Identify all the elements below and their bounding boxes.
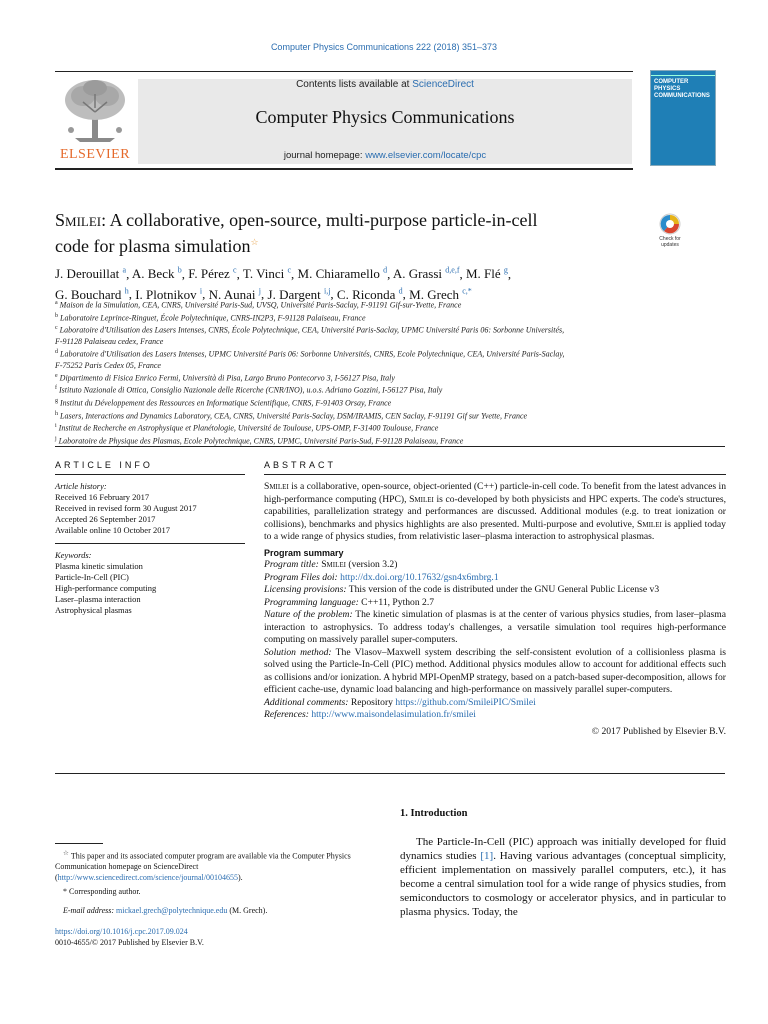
issn-line: 0010-4655/© 2017 Published by Elsevier B.V.: [55, 937, 204, 947]
solution-method: Solution method: The Vlasov–Maxwell system describing the self-consistent evolution of a collisionless plasma is solved using the Particle-In-Cell (PIC) method. Additional physics modules allow to account for additional effects such as collisions and/or ionization. A hybrid MPI-OpenMP strategy, based on a patch-based super-decomposition, allows for efficient cache-use, dynamic load balancing and high-performance on massively parallel super-computers.: [264, 646, 726, 695]
keyword: Plasma kinetic simulation: [55, 561, 143, 571]
author-name: I. Plotnikov: [135, 286, 197, 302]
journal-homepage-link[interactable]: www.elsevier.com/locate/cpc: [365, 150, 487, 161]
keywords-label: Keywords:: [55, 550, 92, 560]
author-affiliation-mark[interactable]: g: [503, 266, 508, 275]
history-label: Article history:: [55, 481, 107, 491]
citation-link[interactable]: [1]: [480, 850, 494, 862]
affiliation: $^h$ Lasers, Interactions and Dynamics Laboratory, CEA, CNRS, Université Paris-Saclay, DSM/IRAMIS, CEN Saclay, F-91191 Gif sur Yvette, France: [55, 410, 528, 421]
author-name: M. Chiaramello: [297, 266, 380, 282]
journal-cover: [650, 70, 716, 166]
header-bottom-rule: [55, 168, 633, 170]
author-affiliation-mark[interactable]: j: [258, 286, 262, 296]
affiliation: $^j$ Laboratoire de Physique des Plasmas, Ecole Polytechnique, CNRS, UPMC, Université Paris-Sud, F-91128 Palaiseau, France: [55, 435, 464, 446]
section-rule: [55, 446, 725, 447]
author[interactable]: [466, 266, 508, 281]
article-info: [55, 481, 245, 616]
journal-reference[interactable]: Computer Physics Communications 222 (2018) 351–373: [270, 42, 498, 52]
author-name: N. Aunai: [208, 286, 256, 302]
check-updates-label: Check for updates: [659, 236, 681, 248]
abstract-rule: [264, 474, 726, 475]
author-name: G. Bouchard: [55, 286, 122, 302]
affiliation: $^a$ Maison de la Simulation, CEA, CNRS, Université Paris-Sud, UVSQ, Université Paris-Saclay, F-91191 Gif-sur-Yvette, France: [55, 300, 462, 310]
author-affiliation-mark[interactable]: c: [233, 266, 237, 275]
introduction-body: The Particle-In-Cell (PIC) approach was initially developed for fluid dynamics studies [1]. Having various advantages (conceptual simplicity, efficient implementation on massively parallel computers, etc.), it has become a central simulation tool for a wide range of physics studies, from semiconductors to cosmology or accelerator physics, and in particular to plasma physics. Today, the: [400, 836, 726, 918]
keyword: Astrophysical plasmas: [55, 605, 132, 615]
references: References: http://www.maisondelasimulation.fr/smilei: [264, 709, 476, 720]
footnote-star: ☆ This paper and its associated computer program are available via the Computer Physics Communication homepage on ScienceDirect (http://www.sciencedirect.com/science/journal/00104655).: [55, 850, 351, 882]
elsevier-logo: [55, 78, 135, 163]
keywords-separator: [55, 536, 245, 550]
footnote-email: E-mail address: mickael.grech@polytechnique.edu (M. Grech).: [63, 905, 268, 915]
affiliation: $^c$ Laboratoire d'Utilisation des Lasers Intenses, CNRS, École Polytechnique, CEA, Université Paris-Saclay, UPMC Université Paris 06: Sorbonne Universités,: [55, 325, 565, 335]
author-affiliation-mark[interactable]: d,e,f: [445, 266, 460, 275]
author-name: J. Derouillat: [55, 266, 120, 282]
doi-block: [55, 927, 204, 948]
author-list: J. Derouillat $^a$, A. Beck $^b$, F. Pérez $^c$, T. Vinci $^c$, M. Chiaramello $^d$, A. Grassi $^{d,e,f}$, M. Flé $^g$, G. Bouchard $^h$, I. Plotnikov $^i$, N. Aunai $^j$, J. Dargent $^{i,j}$, C. Riconda $^d$, M. Grech $^{c,*}$: [55, 266, 512, 302]
footnotes: [55, 849, 383, 916]
affiliation: $^f$ Istituto Nazionale di Ottica, Consiglio Nazionale delle Ricerche (CNR/INO), u.o.s. Adriano Gozzini, I-56127 Pisa, Italy: [55, 385, 443, 395]
keywords-list: [55, 561, 245, 616]
cover-band: [651, 75, 715, 76]
footnote-rule: [55, 843, 103, 844]
author-affiliation-mark[interactable]: h: [124, 286, 129, 296]
author-name: C. Riconda: [336, 286, 396, 302]
article-info-rule: [55, 474, 245, 475]
affiliation: F-75252 Paris Cedex 05, France: [55, 360, 161, 370]
cover-title: COMPUTER PHYSICS COMMUNICATIONS: [654, 79, 710, 99]
sciencedirect-journal-link[interactable]: http://www.sciencedirect.com/science/journal/00104655: [57, 872, 238, 882]
email-link[interactable]: mickael.grech@polytechnique.edu: [116, 905, 228, 915]
additional-comments: Additional comments: Repository https://github.com/SmileiPIC/Smilei: [264, 696, 536, 708]
author-affiliation-mark[interactable]: i,j: [323, 286, 331, 296]
programming-language: Programming language: C++11, Python 2.7: [264, 596, 435, 608]
affiliation: $^g$ Institut du Développement des Ressources en Informatique Scientifique, CNRS, F-91403 Orsay, France: [55, 397, 392, 408]
author-name: M. Grech: [409, 286, 459, 302]
affiliation: $^d$ Laboratoire d'Utilisation des Lasers Intenses, UPMC Université Paris 06: Sorbonne Universités, CNRS, Ecole Polytechnique, CEA, Université Paris-Saclay,: [55, 348, 565, 359]
author[interactable]: [55, 266, 126, 281]
check-for-updates-badge[interactable]: [650, 213, 690, 251]
abstract-paragraph: Smilei is a collaborative, open-source, object-oriented (C++) particle-in-cell code. To benefit from the latest advances in high-performance computing (HPC), Smilei is co-developed by both physicists and HPC experts. The code's structures, capabilities, parallelization strategy and performances are discussed. Additional modules (e.g. to treat ionization or collisions), benchmarks and physics highlights are also presented. Multi-purpose and evolutive, Smilei is applied today to a wide range of physics studies, from relativistic laser–plasma interaction to astrophysical plasmas.: [264, 481, 726, 542]
elsevier-wordmark: ELSEVIER: [59, 147, 131, 162]
author-affiliation-mark[interactable]: a: [122, 266, 127, 275]
keyword: Particle-In-Cell (PIC): [55, 572, 129, 582]
author-affiliation-mark[interactable]: d: [398, 286, 403, 296]
doi-link[interactable]: https://doi.org/10.1016/j.cpc.2017.09.024: [55, 927, 188, 936]
introduction-heading: 1. Introduction: [400, 808, 468, 819]
program-files-doi: Program Files doi: http://dx.doi.org/10.17632/gsn4x6mbrg.1: [264, 571, 499, 583]
paper-title: Smilei: A collaborative, open-source, multi-purpose particle-in-cell code for plasma simulation☆: [55, 210, 538, 256]
program-summary-title: Program summary: [264, 547, 344, 558]
nature-of-problem: Nature of the problem: The kinetic simulation of plasmas is at the center of various physics studies, from laser–plasma interaction to astrophysics. To address today's challenges, a versatile simulation tool requires high-performance computing on massively parallel super-computers.: [264, 609, 726, 645]
keyword: Laser–plasma interaction: [55, 594, 141, 604]
author[interactable]: [132, 266, 182, 281]
author-name: J. Dargent: [267, 286, 321, 302]
author-name: A. Beck: [131, 266, 175, 282]
program-title: Program title: Smilei (version 3.2): [264, 559, 398, 570]
github-repo-link[interactable]: https://github.com/SmileiPIC/Smilei: [395, 696, 536, 708]
history-item: Available online 10 October 2017: [55, 525, 171, 535]
author-name: F. Pérez: [188, 266, 230, 282]
article-info-heading: ARTICLE INFO: [55, 460, 153, 470]
program-files-doi-link[interactable]: http://dx.doi.org/10.17632/gsn4x6mbrg.1: [340, 571, 499, 583]
affiliation: $^e$ Dipartimento di Fisica Enrico Fermi, Università di Pisa, Largo Bruno Pontecorvo 3, I-56127 Pisa, Italy: [55, 372, 395, 383]
abstract-heading: ABSTRACT: [264, 460, 337, 470]
author[interactable]: [393, 266, 460, 281]
author-name: A. Grassi: [392, 266, 443, 282]
author-affiliation-mark[interactable]: b: [177, 266, 182, 275]
references-link[interactable]: http://www.maisondelasimulation.fr/smilei: [311, 709, 476, 720]
author-name: M. Flé: [465, 266, 501, 282]
abstract-bottom-rule: [55, 773, 725, 774]
author-affiliation-mark[interactable]: c: [287, 266, 292, 275]
history-list: [55, 492, 245, 536]
history-item: Accepted 26 September 2017: [55, 514, 156, 524]
licensing: Licensing provisions: This version of the code is distributed under the GNU General Public License v3: [264, 584, 660, 595]
journal-title: Computer Physics Communications: [255, 107, 515, 127]
history-item: Received in revised form 30 August 2017: [55, 503, 197, 513]
affiliation-list: [55, 298, 695, 447]
affiliation: F-91128 Palaiseau cedex, France: [55, 336, 164, 346]
author[interactable]: [188, 266, 236, 281]
author-affiliation-mark[interactable]: c,*: [462, 286, 472, 296]
keyword: High-performance computing: [55, 583, 157, 593]
affiliation: $^b$ Laboratoire Leprince-Ringuet, École Polytechnique, CNRS-IN2P3, F-91128 Palaiseau, France: [55, 312, 366, 323]
title-footnote-star[interactable]: ☆: [250, 237, 259, 247]
abstract: [264, 481, 726, 738]
author-affiliation-mark[interactable]: i: [199, 286, 203, 296]
header-top-rule: [55, 71, 633, 72]
footnote-corresponding: * Corresponding author.: [63, 887, 141, 897]
tree-icon: [55, 78, 135, 144]
abstract-copyright: © 2017 Published by Elsevier B.V.: [591, 725, 726, 737]
author[interactable]: [298, 266, 388, 281]
check-updates-icon: [650, 213, 690, 237]
contents-line: Contents lists available at ScienceDirect: [296, 79, 474, 90]
author-affiliation-mark[interactable]: d: [383, 266, 388, 275]
history-item: Received 16 February 2017: [55, 492, 150, 502]
affiliation: $^i$ Institut de Recherche en Astrophysique et Planétologie, Université de Toulouse, UPS-OMP, F-31400 Toulouse, France: [55, 423, 439, 433]
author[interactable]: [243, 266, 291, 281]
homepage-line: journal homepage: www.elsevier.com/locate/cpc: [283, 150, 487, 161]
sciencedirect-link[interactable]: ScienceDirect: [412, 79, 474, 90]
author-name: T. Vinci: [242, 266, 285, 282]
